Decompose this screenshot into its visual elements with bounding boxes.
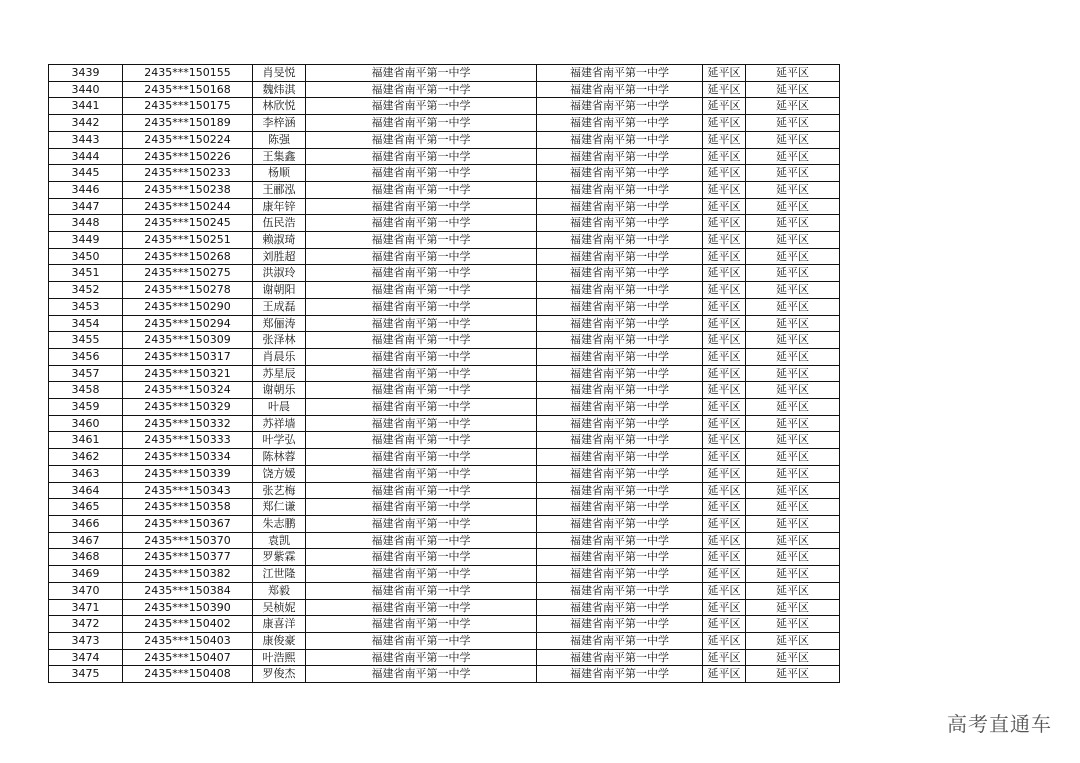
serial-number-cell: 3440 bbox=[49, 81, 123, 98]
serial-number-cell: 3460 bbox=[49, 415, 123, 432]
school-cell-2: 福建省南平第一中学 bbox=[537, 232, 703, 249]
serial-number-cell: 3446 bbox=[49, 181, 123, 198]
table-row bbox=[49, 415, 840, 432]
exam-id-cell: 2435***150408 bbox=[123, 666, 253, 683]
school-cell: 福建省南平第一中学 bbox=[306, 566, 537, 583]
school-cell: 福建省南平第一中学 bbox=[306, 432, 537, 449]
district-cell-2: 延平区 bbox=[746, 332, 840, 349]
district-cell-2: 延平区 bbox=[746, 282, 840, 299]
school-cell: 福建省南平第一中学 bbox=[306, 115, 537, 132]
serial-number-cell: 3461 bbox=[49, 432, 123, 449]
serial-number-cell: 3441 bbox=[49, 98, 123, 115]
exam-id-cell: 2435***150290 bbox=[123, 298, 253, 315]
district-cell-2: 延平区 bbox=[746, 348, 840, 365]
serial-number-cell: 3472 bbox=[49, 616, 123, 633]
district-cell-2: 延平区 bbox=[746, 215, 840, 232]
exam-id-cell: 2435***150268 bbox=[123, 248, 253, 265]
district-cell-2: 延平区 bbox=[746, 582, 840, 599]
student-name-cell: 叶学弘 bbox=[253, 432, 306, 449]
school-cell: 福建省南平第一中学 bbox=[306, 165, 537, 182]
serial-number-cell: 3458 bbox=[49, 382, 123, 399]
district-cell-2: 延平区 bbox=[746, 515, 840, 532]
table-row bbox=[49, 499, 840, 516]
school-cell-2: 福建省南平第一中学 bbox=[537, 666, 703, 683]
district-cell: 延平区 bbox=[703, 415, 746, 432]
school-cell: 福建省南平第一中学 bbox=[306, 215, 537, 232]
school-cell: 福建省南平第一中学 bbox=[306, 382, 537, 399]
school-cell-2: 福建省南平第一中学 bbox=[537, 365, 703, 382]
district-cell: 延平区 bbox=[703, 566, 746, 583]
exam-id-cell: 2435***150390 bbox=[123, 599, 253, 616]
school-cell: 福建省南平第一中学 bbox=[306, 449, 537, 466]
student-name-cell: 郑仁谦 bbox=[253, 499, 306, 516]
exam-id-cell: 2435***150403 bbox=[123, 632, 253, 649]
district-cell-2: 延平区 bbox=[746, 432, 840, 449]
school-cell: 福建省南平第一中学 bbox=[306, 515, 537, 532]
district-cell: 延平区 bbox=[703, 632, 746, 649]
school-cell: 福建省南平第一中学 bbox=[306, 365, 537, 382]
school-cell: 福建省南平第一中学 bbox=[306, 632, 537, 649]
school-cell-2: 福建省南平第一中学 bbox=[537, 599, 703, 616]
exam-id-cell: 2435***150402 bbox=[123, 616, 253, 633]
school-cell: 福建省南平第一中学 bbox=[306, 348, 537, 365]
serial-number-cell: 3450 bbox=[49, 248, 123, 265]
exam-id-cell: 2435***150317 bbox=[123, 348, 253, 365]
serial-number-cell: 3467 bbox=[49, 532, 123, 549]
table-row bbox=[49, 315, 840, 332]
district-cell: 延平区 bbox=[703, 248, 746, 265]
school-cell-2: 福建省南平第一中学 bbox=[537, 632, 703, 649]
student-name-cell: 刘胜超 bbox=[253, 248, 306, 265]
serial-number-cell: 3464 bbox=[49, 482, 123, 499]
district-cell-2: 延平区 bbox=[746, 315, 840, 332]
district-cell-2: 延平区 bbox=[746, 298, 840, 315]
table-row bbox=[49, 198, 840, 215]
table-row bbox=[49, 181, 840, 198]
school-cell-2: 福建省南平第一中学 bbox=[537, 165, 703, 182]
serial-number-cell: 3453 bbox=[49, 298, 123, 315]
school-cell-2: 福建省南平第一中学 bbox=[537, 382, 703, 399]
exam-id-cell: 2435***150332 bbox=[123, 415, 253, 432]
exam-id-cell: 2435***150343 bbox=[123, 482, 253, 499]
school-cell: 福建省南平第一中学 bbox=[306, 181, 537, 198]
school-cell-2: 福建省南平第一中学 bbox=[537, 248, 703, 265]
school-cell-2: 福建省南平第一中学 bbox=[537, 215, 703, 232]
table-row bbox=[49, 131, 840, 148]
serial-number-cell: 3459 bbox=[49, 399, 123, 416]
exam-id-cell: 2435***150278 bbox=[123, 282, 253, 299]
student-name-cell: 朱志鹏 bbox=[253, 515, 306, 532]
school-cell: 福建省南平第一中学 bbox=[306, 131, 537, 148]
table-row bbox=[49, 616, 840, 633]
district-cell: 延平区 bbox=[703, 582, 746, 599]
school-cell-2: 福建省南平第一中学 bbox=[537, 399, 703, 416]
district-cell: 延平区 bbox=[703, 382, 746, 399]
serial-number-cell: 3473 bbox=[49, 632, 123, 649]
serial-number-cell: 3475 bbox=[49, 666, 123, 683]
district-cell: 延平区 bbox=[703, 215, 746, 232]
exam-id-cell: 2435***150155 bbox=[123, 65, 253, 82]
school-cell-2: 福建省南平第一中学 bbox=[537, 265, 703, 282]
school-cell-2: 福建省南平第一中学 bbox=[537, 449, 703, 466]
school-cell-2: 福建省南平第一中学 bbox=[537, 616, 703, 633]
school-cell: 福建省南平第一中学 bbox=[306, 265, 537, 282]
school-cell: 福建省南平第一中学 bbox=[306, 248, 537, 265]
district-cell: 延平区 bbox=[703, 315, 746, 332]
serial-number-cell: 3447 bbox=[49, 198, 123, 215]
student-name-cell: 王郦泓 bbox=[253, 181, 306, 198]
serial-number-cell: 3456 bbox=[49, 348, 123, 365]
district-cell-2: 延平区 bbox=[746, 232, 840, 249]
district-cell-2: 延平区 bbox=[746, 616, 840, 633]
school-cell-2: 福建省南平第一中学 bbox=[537, 81, 703, 98]
school-cell: 福建省南平第一中学 bbox=[306, 332, 537, 349]
serial-number-cell: 3451 bbox=[49, 265, 123, 282]
table-row bbox=[49, 265, 840, 282]
district-cell-2: 延平区 bbox=[746, 248, 840, 265]
school-cell-2: 福建省南平第一中学 bbox=[537, 532, 703, 549]
school-cell-2: 福建省南平第一中学 bbox=[537, 332, 703, 349]
district-cell-2: 延平区 bbox=[746, 566, 840, 583]
school-cell-2: 福建省南平第一中学 bbox=[537, 465, 703, 482]
school-cell: 福建省南平第一中学 bbox=[306, 81, 537, 98]
school-cell-2: 福建省南平第一中学 bbox=[537, 98, 703, 115]
district-cell: 延平区 bbox=[703, 181, 746, 198]
school-cell-2: 福建省南平第一中学 bbox=[537, 148, 703, 165]
exam-id-cell: 2435***150384 bbox=[123, 582, 253, 599]
school-cell: 福建省南平第一中学 bbox=[306, 98, 537, 115]
student-name-cell: 陈强 bbox=[253, 131, 306, 148]
student-name-cell: 肖旻悦 bbox=[253, 65, 306, 82]
table-row bbox=[49, 382, 840, 399]
table-row bbox=[49, 566, 840, 583]
student-name-cell: 杨顺 bbox=[253, 165, 306, 182]
serial-number-cell: 3471 bbox=[49, 599, 123, 616]
district-cell: 延平区 bbox=[703, 165, 746, 182]
table-row bbox=[49, 165, 840, 182]
table-row bbox=[49, 549, 840, 566]
table-body bbox=[49, 65, 840, 683]
exam-id-cell: 2435***150324 bbox=[123, 382, 253, 399]
serial-number-cell: 3463 bbox=[49, 465, 123, 482]
exam-id-cell: 2435***150370 bbox=[123, 532, 253, 549]
exam-id-cell: 2435***150333 bbox=[123, 432, 253, 449]
exam-id-cell: 2435***150382 bbox=[123, 566, 253, 583]
school-cell: 福建省南平第一中学 bbox=[306, 616, 537, 633]
exam-id-cell: 2435***150334 bbox=[123, 449, 253, 466]
student-name-cell: 袁凯 bbox=[253, 532, 306, 549]
student-name-cell: 李梓涵 bbox=[253, 115, 306, 132]
exam-id-cell: 2435***150244 bbox=[123, 198, 253, 215]
district-cell: 延平区 bbox=[703, 616, 746, 633]
school-cell-2: 福建省南平第一中学 bbox=[537, 65, 703, 82]
district-cell-2: 延平区 bbox=[746, 198, 840, 215]
exam-id-cell: 2435***150358 bbox=[123, 499, 253, 516]
table-row bbox=[49, 148, 840, 165]
table-row bbox=[49, 115, 840, 132]
table-row bbox=[49, 298, 840, 315]
student-name-cell: 康俊豪 bbox=[253, 632, 306, 649]
school-cell-2: 福建省南平第一中学 bbox=[537, 315, 703, 332]
district-cell-2: 延平区 bbox=[746, 148, 840, 165]
student-name-cell: 罗紫霖 bbox=[253, 549, 306, 566]
serial-number-cell: 3469 bbox=[49, 566, 123, 583]
student-name-cell: 郑俪涛 bbox=[253, 315, 306, 332]
student-name-cell: 饶方媛 bbox=[253, 465, 306, 482]
exam-id-cell: 2435***150226 bbox=[123, 148, 253, 165]
table-row bbox=[49, 282, 840, 299]
exam-id-cell: 2435***150251 bbox=[123, 232, 253, 249]
district-cell: 延平区 bbox=[703, 515, 746, 532]
admission-table bbox=[48, 64, 840, 683]
school-cell: 福建省南平第一中学 bbox=[306, 465, 537, 482]
student-name-cell: 魏炜淇 bbox=[253, 81, 306, 98]
table-row bbox=[49, 449, 840, 466]
student-name-cell: 郑毅 bbox=[253, 582, 306, 599]
district-cell: 延平区 bbox=[703, 265, 746, 282]
district-cell-2: 延平区 bbox=[746, 599, 840, 616]
district-cell: 延平区 bbox=[703, 666, 746, 683]
school-cell: 福建省南平第一中学 bbox=[306, 582, 537, 599]
serial-number-cell: 3445 bbox=[49, 165, 123, 182]
school-cell: 福建省南平第一中学 bbox=[306, 148, 537, 165]
student-name-cell: 吴桢妮 bbox=[253, 599, 306, 616]
district-cell: 延平区 bbox=[703, 332, 746, 349]
student-name-cell: 康年锌 bbox=[253, 198, 306, 215]
district-cell-2: 延平区 bbox=[746, 532, 840, 549]
school-cell-2: 福建省南平第一中学 bbox=[537, 348, 703, 365]
exam-id-cell: 2435***150224 bbox=[123, 131, 253, 148]
district-cell-2: 延平区 bbox=[746, 131, 840, 148]
table-row bbox=[49, 532, 840, 549]
district-cell-2: 延平区 bbox=[746, 65, 840, 82]
student-name-cell: 苏星辰 bbox=[253, 365, 306, 382]
district-cell: 延平区 bbox=[703, 465, 746, 482]
exam-id-cell: 2435***150377 bbox=[123, 549, 253, 566]
school-cell-2: 福建省南平第一中学 bbox=[537, 198, 703, 215]
serial-number-cell: 3452 bbox=[49, 282, 123, 299]
school-cell-2: 福建省南平第一中学 bbox=[537, 649, 703, 666]
school-cell-2: 福建省南平第一中学 bbox=[537, 566, 703, 583]
district-cell: 延平区 bbox=[703, 449, 746, 466]
school-cell: 福建省南平第一中学 bbox=[306, 532, 537, 549]
district-cell: 延平区 bbox=[703, 115, 746, 132]
serial-number-cell: 3449 bbox=[49, 232, 123, 249]
table-row bbox=[49, 65, 840, 82]
exam-id-cell: 2435***150329 bbox=[123, 399, 253, 416]
exam-id-cell: 2435***150233 bbox=[123, 165, 253, 182]
school-cell: 福建省南平第一中学 bbox=[306, 232, 537, 249]
serial-number-cell: 3470 bbox=[49, 582, 123, 599]
district-cell: 延平区 bbox=[703, 65, 746, 82]
student-name-cell: 罗俊杰 bbox=[253, 666, 306, 683]
exam-id-cell: 2435***150294 bbox=[123, 315, 253, 332]
district-cell-2: 延平区 bbox=[746, 649, 840, 666]
table-row bbox=[49, 332, 840, 349]
district-cell-2: 延平区 bbox=[746, 115, 840, 132]
school-cell-2: 福建省南平第一中学 bbox=[537, 482, 703, 499]
school-cell-2: 福建省南平第一中学 bbox=[537, 415, 703, 432]
student-name-cell: 谢朝阳 bbox=[253, 282, 306, 299]
table-row bbox=[49, 515, 840, 532]
district-cell: 延平区 bbox=[703, 98, 746, 115]
table-row bbox=[49, 232, 840, 249]
table-row bbox=[49, 348, 840, 365]
serial-number-cell: 3474 bbox=[49, 649, 123, 666]
district-cell-2: 延平区 bbox=[746, 181, 840, 198]
school-cell: 福建省南平第一中学 bbox=[306, 415, 537, 432]
school-cell: 福建省南平第一中学 bbox=[306, 298, 537, 315]
district-cell-2: 延平区 bbox=[746, 415, 840, 432]
exam-id-cell: 2435***150339 bbox=[123, 465, 253, 482]
table-row bbox=[49, 215, 840, 232]
school-cell: 福建省南平第一中学 bbox=[306, 549, 537, 566]
student-name-cell: 肖晨乐 bbox=[253, 348, 306, 365]
student-name-cell: 林欣悦 bbox=[253, 98, 306, 115]
school-cell: 福建省南平第一中学 bbox=[306, 666, 537, 683]
student-name-cell: 叶晨 bbox=[253, 399, 306, 416]
school-cell-2: 福建省南平第一中学 bbox=[537, 282, 703, 299]
serial-number-cell: 3448 bbox=[49, 215, 123, 232]
school-cell: 福建省南平第一中学 bbox=[306, 198, 537, 215]
school-cell: 福建省南平第一中学 bbox=[306, 649, 537, 666]
school-cell: 福建省南平第一中学 bbox=[306, 315, 537, 332]
school-cell-2: 福建省南平第一中学 bbox=[537, 515, 703, 532]
exam-id-cell: 2435***150321 bbox=[123, 365, 253, 382]
table-row bbox=[49, 399, 840, 416]
student-name-cell: 康喜洋 bbox=[253, 616, 306, 633]
table-row bbox=[49, 666, 840, 683]
student-name-cell: 王集鑫 bbox=[253, 148, 306, 165]
exam-id-cell: 2435***150189 bbox=[123, 115, 253, 132]
district-cell: 延平区 bbox=[703, 432, 746, 449]
serial-number-cell: 3454 bbox=[49, 315, 123, 332]
district-cell: 延平区 bbox=[703, 282, 746, 299]
school-cell: 福建省南平第一中学 bbox=[306, 599, 537, 616]
table-row bbox=[49, 465, 840, 482]
district-cell-2: 延平区 bbox=[746, 482, 840, 499]
district-cell-2: 延平区 bbox=[746, 666, 840, 683]
district-cell-2: 延平区 bbox=[746, 165, 840, 182]
exam-id-cell: 2435***150275 bbox=[123, 265, 253, 282]
district-cell: 延平区 bbox=[703, 482, 746, 499]
district-cell: 延平区 bbox=[703, 549, 746, 566]
student-name-cell: 赖淑琦 bbox=[253, 232, 306, 249]
district-cell: 延平区 bbox=[703, 348, 746, 365]
school-cell-2: 福建省南平第一中学 bbox=[537, 298, 703, 315]
serial-number-cell: 3466 bbox=[49, 515, 123, 532]
district-cell: 延平区 bbox=[703, 232, 746, 249]
student-name-cell: 谢朝乐 bbox=[253, 382, 306, 399]
table-row bbox=[49, 365, 840, 382]
school-cell: 福建省南平第一中学 bbox=[306, 399, 537, 416]
serial-number-cell: 3462 bbox=[49, 449, 123, 466]
district-cell: 延平区 bbox=[703, 499, 746, 516]
district-cell: 延平区 bbox=[703, 532, 746, 549]
table-row bbox=[49, 432, 840, 449]
table-row bbox=[49, 81, 840, 98]
district-cell: 延平区 bbox=[703, 131, 746, 148]
district-cell: 延平区 bbox=[703, 148, 746, 165]
school-cell-2: 福建省南平第一中学 bbox=[537, 115, 703, 132]
district-cell-2: 延平区 bbox=[746, 549, 840, 566]
table-row bbox=[49, 649, 840, 666]
school-cell: 福建省南平第一中学 bbox=[306, 282, 537, 299]
student-name-cell: 王成磊 bbox=[253, 298, 306, 315]
school-cell-2: 福建省南平第一中学 bbox=[537, 582, 703, 599]
table-row bbox=[49, 599, 840, 616]
district-cell-2: 延平区 bbox=[746, 382, 840, 399]
serial-number-cell: 3455 bbox=[49, 332, 123, 349]
exam-id-cell: 2435***150407 bbox=[123, 649, 253, 666]
school-cell-2: 福建省南平第一中学 bbox=[537, 131, 703, 148]
district-cell: 延平区 bbox=[703, 198, 746, 215]
district-cell-2: 延平区 bbox=[746, 98, 840, 115]
district-cell-2: 延平区 bbox=[746, 81, 840, 98]
student-name-cell: 张艺梅 bbox=[253, 482, 306, 499]
district-cell-2: 延平区 bbox=[746, 365, 840, 382]
district-cell: 延平区 bbox=[703, 399, 746, 416]
student-name-cell: 陈林蓉 bbox=[253, 449, 306, 466]
student-name-cell: 洪淑玲 bbox=[253, 265, 306, 282]
district-cell-2: 延平区 bbox=[746, 265, 840, 282]
serial-number-cell: 3444 bbox=[49, 148, 123, 165]
exam-id-cell: 2435***150168 bbox=[123, 81, 253, 98]
serial-number-cell: 3442 bbox=[49, 115, 123, 132]
table-row bbox=[49, 582, 840, 599]
table-row bbox=[49, 248, 840, 265]
watermark-text: 高考直通车 bbox=[947, 712, 1052, 736]
exam-id-cell: 2435***150238 bbox=[123, 181, 253, 198]
district-cell: 延平区 bbox=[703, 599, 746, 616]
student-name-cell: 江世隆 bbox=[253, 566, 306, 583]
serial-number-cell: 3468 bbox=[49, 549, 123, 566]
serial-number-cell: 3457 bbox=[49, 365, 123, 382]
exam-id-cell: 2435***150367 bbox=[123, 515, 253, 532]
school-cell-2: 福建省南平第一中学 bbox=[537, 549, 703, 566]
school-cell: 福建省南平第一中学 bbox=[306, 65, 537, 82]
table-row bbox=[49, 98, 840, 115]
exam-id-cell: 2435***150245 bbox=[123, 215, 253, 232]
student-name-cell: 伍民浩 bbox=[253, 215, 306, 232]
school-cell-2: 福建省南平第一中学 bbox=[537, 432, 703, 449]
student-name-cell: 苏祥墙 bbox=[253, 415, 306, 432]
district-cell-2: 延平区 bbox=[746, 399, 840, 416]
district-cell: 延平区 bbox=[703, 298, 746, 315]
district-cell-2: 延平区 bbox=[746, 499, 840, 516]
district-cell: 延平区 bbox=[703, 649, 746, 666]
exam-id-cell: 2435***150309 bbox=[123, 332, 253, 349]
school-cell: 福建省南平第一中学 bbox=[306, 482, 537, 499]
exam-id-cell: 2435***150175 bbox=[123, 98, 253, 115]
district-cell: 延平区 bbox=[703, 81, 746, 98]
student-name-cell: 张泽林 bbox=[253, 332, 306, 349]
school-cell-2: 福建省南平第一中学 bbox=[537, 181, 703, 198]
district-cell: 延平区 bbox=[703, 365, 746, 382]
school-cell-2: 福建省南平第一中学 bbox=[537, 499, 703, 516]
serial-number-cell: 3465 bbox=[49, 499, 123, 516]
district-cell-2: 延平区 bbox=[746, 449, 840, 466]
district-cell-2: 延平区 bbox=[746, 465, 840, 482]
table-row bbox=[49, 632, 840, 649]
table-row bbox=[49, 482, 840, 499]
serial-number-cell: 3443 bbox=[49, 131, 123, 148]
student-name-cell: 叶浩熙 bbox=[253, 649, 306, 666]
serial-number-cell: 3439 bbox=[49, 65, 123, 82]
district-cell-2: 延平区 bbox=[746, 632, 840, 649]
school-cell: 福建省南平第一中学 bbox=[306, 499, 537, 516]
